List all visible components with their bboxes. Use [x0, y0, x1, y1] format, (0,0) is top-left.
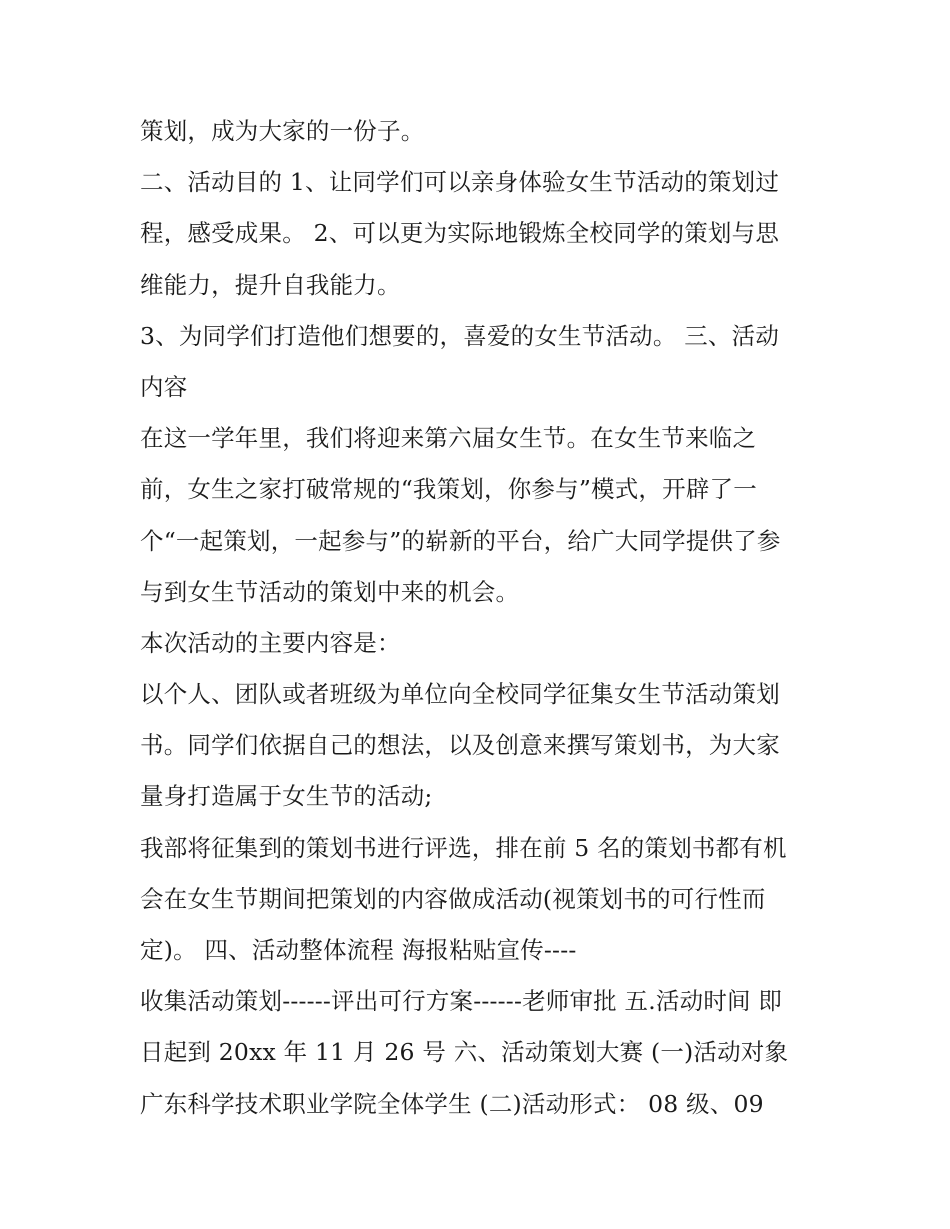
text-line-8: 前，女生之家打破常规的“我策划，你参与”模式，开辟了一	[140, 475, 757, 504]
text-line-15: 我部将征集到的策划书进行评选，排在前 5 名的策划书都有机	[140, 833, 787, 862]
text-line-17: 定)。 四、活动整体流程 海报粘贴宣传----	[140, 936, 577, 964]
text-line-20: 广东科学技术职业学院全体学生 (二)活动形式： 08 级、09	[140, 1089, 764, 1118]
text-line-9: 个“一起策划，一起参与”的崭新的平台，给广大同学提供了参	[140, 526, 781, 555]
text-line-10: 与到女生节活动的策划中来的机会。	[140, 577, 520, 606]
text-line-14: 量身打造属于女生节的活动;	[140, 782, 433, 811]
text-line-1: 策划，成为大家的一份子。	[140, 117, 425, 145]
text-line-3: 程，感受成果。 2、可以更为实际地锻炼全校同学的策划与思	[140, 219, 780, 248]
text-line-11: 本次活动的主要内容是：	[140, 628, 401, 657]
text-line-13: 书。同学们依据自己的想法，以及创意来撰写策划书，为大家	[140, 731, 780, 760]
text-line-18: 收集活动策划------评出可行方案------老师审批 五.活动时间 即	[140, 987, 783, 1016]
body-text	[140, 106, 830, 1130]
text-line-12: 以个人、团队或者班级为单位向全校同学征集女生节活动策划	[140, 680, 780, 709]
text-line-5: 3、为同学们打造他们想要的，喜爱的女生节活动。 三、活动	[140, 321, 780, 350]
text-line-7: 在这一学年里，我们将迎来第六届女生节。在女生节来临之	[140, 424, 757, 453]
text-line-4: 维能力，提升自我能力。	[140, 270, 401, 299]
text-line-19: 日起到 20xx 年 11 月 26 号 六、活动策划大赛 (一)活动对象	[140, 1038, 789, 1067]
text-line-6: 内容	[140, 372, 188, 401]
text-line-16: 会在女生节期间把策划的内容做成活动(视策划书的可行性而	[140, 884, 766, 913]
text-line-2: 二、活动目的 1、让同学们可以亲身体验女生节活动的策划过	[140, 168, 780, 197]
